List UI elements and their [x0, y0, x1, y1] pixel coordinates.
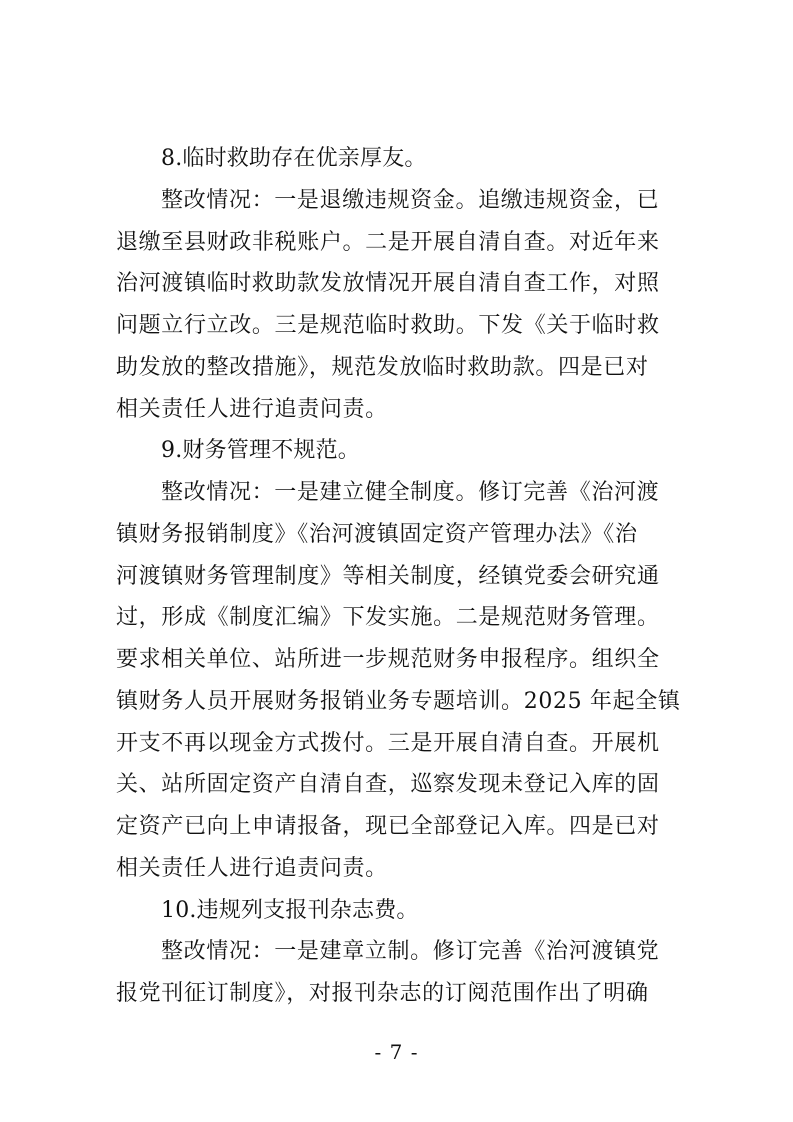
paragraph-line: 整改情况：一是建立健全制度。修订完善《治河渡	[161, 480, 660, 505]
paragraph-line: 定资产已向上申请报备，现已全部登记入库。四是已对	[116, 814, 660, 839]
paragraph-line: 镇财务人员开展财务报销业务专题培训。2025 年起全镇	[116, 688, 681, 714]
document-body	[116, 138, 680, 1015]
paragraph-line: 治河渡镇临时救助款发放情况开展自清自查工作，对照	[116, 271, 660, 297]
paragraph-line: 要求相关单位、站所进一步规范财务申报程序。组织全	[116, 647, 660, 672]
paragraph-line: 相关责任人进行追责问责。	[116, 855, 388, 881]
section-heading-9: 9.财务管理不规范。	[161, 438, 360, 464]
paragraph-line: 开支不再以现金方式拨付。三是开展自清自查。开展机	[116, 730, 660, 756]
paragraph-line: 相关责任人进行追责问责。	[116, 396, 388, 422]
section-heading-10: 10.违规列支报刊杂志费。	[161, 897, 419, 923]
paragraph-line: 镇财务报销制度》《治河渡镇固定资产管理办法》《治	[116, 521, 638, 547]
paragraph-line: 河渡镇财务管理制度》等相关制度，经镇党委会研究通	[116, 563, 660, 589]
section-heading-8: 8.临时救助存在优亲厚友。	[161, 146, 427, 171]
paragraph-line: 报党刊征订制度》，对报刊杂志的订阅范围作出了明确	[116, 981, 649, 1006]
paragraph-line: 关、站所固定资产自清自查，巡察发现未登记入库的固	[116, 772, 660, 798]
paragraph-line: 助发放的整改措施》，规范发放临时救助款。四是已对	[116, 354, 649, 380]
paragraph-line: 整改情况：一是退缴违规资金。追缴违规资金，已	[161, 187, 660, 213]
paragraph-line: 退缴至县财政非税账户。二是开展自清自查。对近年来	[116, 229, 660, 255]
paragraph-line: 过，形成《制度汇编》下发实施。二是规范财务管理。	[116, 605, 660, 631]
paragraph-line: 问题立行立改。三是规范临时救助。下发《关于临时救	[116, 313, 660, 338]
paragraph-line: 整改情况：一是建章立制。修订完善《治河渡镇党	[161, 939, 660, 965]
page-number: - 7 -	[374, 1040, 419, 1064]
